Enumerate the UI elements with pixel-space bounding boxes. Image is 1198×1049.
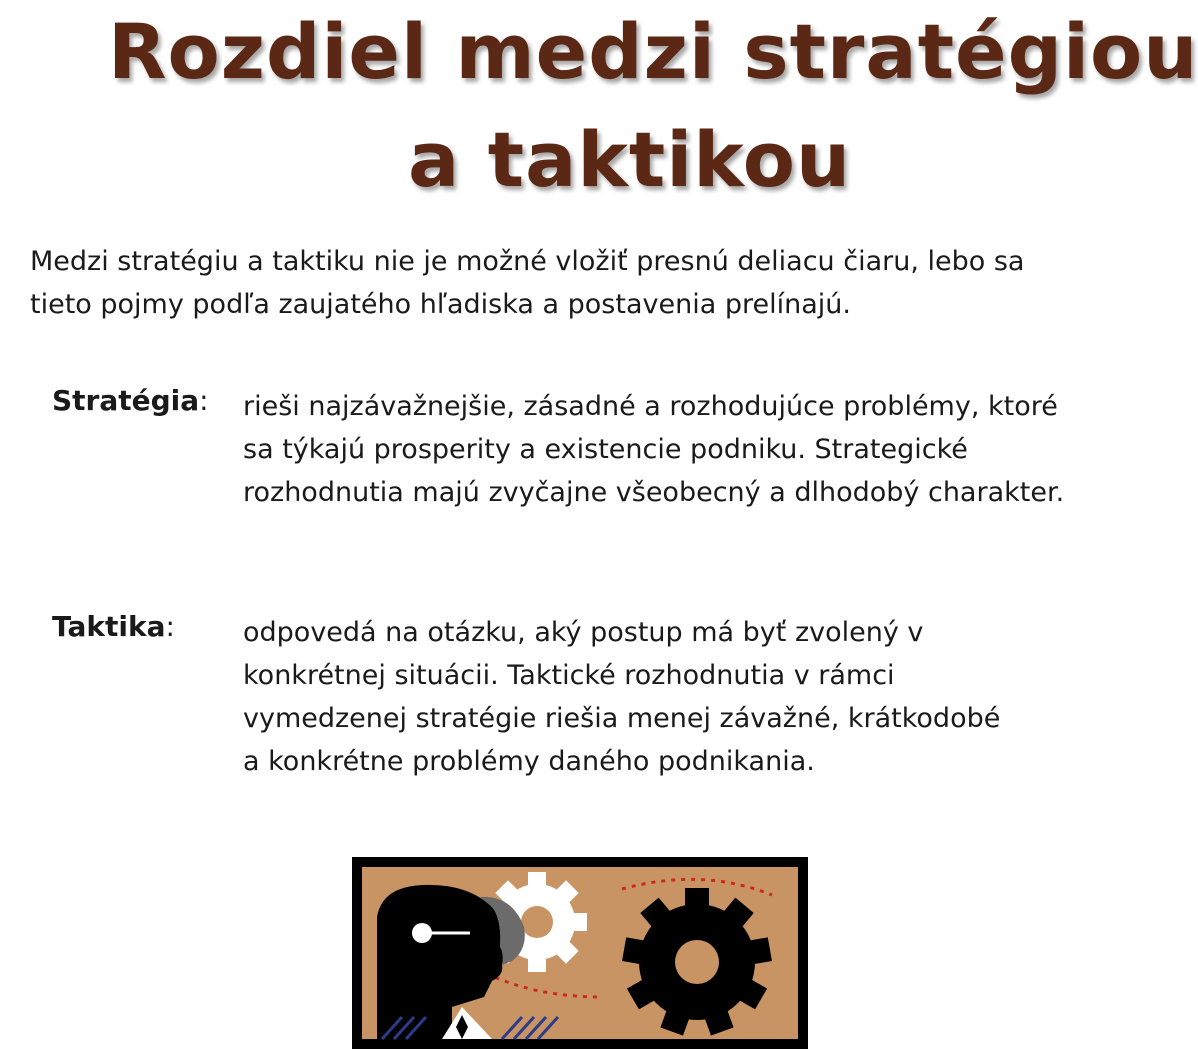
term-taktika — [52, 610, 175, 643]
term-taktika-label: Taktika — [52, 610, 166, 643]
slide-title-line-2: a taktikou — [408, 115, 852, 204]
slide-title — [0, 0, 1198, 210]
definition-strategia — [243, 385, 1065, 514]
person-with-gears-icon — [352, 857, 808, 1049]
term-strategia-label: Stratégia — [52, 384, 200, 417]
definition-line: konkrétnej situácii. Taktické rozhodnutia v rámci — [243, 660, 895, 691]
definition-line: odpovedá na otázku, aký postup má byť zvolený v — [243, 617, 924, 648]
intro-paragraph — [30, 240, 1025, 326]
definition-line: rozhodnutia majú zvyčajne všeobecný a dlhodobý charakter. — [243, 477, 1065, 508]
term-strategia — [52, 384, 209, 417]
definition-line: a konkrétne problémy daného podnikania. — [243, 746, 815, 777]
intro-line: Medzi stratégiu a taktiku nie je možné vložiť presnú deliacu čiaru, lebo sa — [30, 246, 1025, 277]
definition-line: sa týkajú prosperity a existencie podniku. Strategické — [243, 434, 968, 465]
slide-title-line-1: Rozdiel medzi stratégiou — [108, 7, 1198, 96]
term-colon: : — [165, 610, 175, 643]
definition-line: vymedzenej stratégie riešia menej závažné, krátkodobé — [243, 703, 1001, 734]
term-colon: : — [199, 384, 209, 417]
definition-line: rieši najzávažnejšie, zásadné a rozhodujúce problémy, ktoré — [243, 391, 1058, 422]
definition-taktika — [243, 611, 1003, 783]
intro-line: tieto pojmy podľa zaujatého hľadiska a postavenia prelínajú. — [30, 289, 851, 320]
